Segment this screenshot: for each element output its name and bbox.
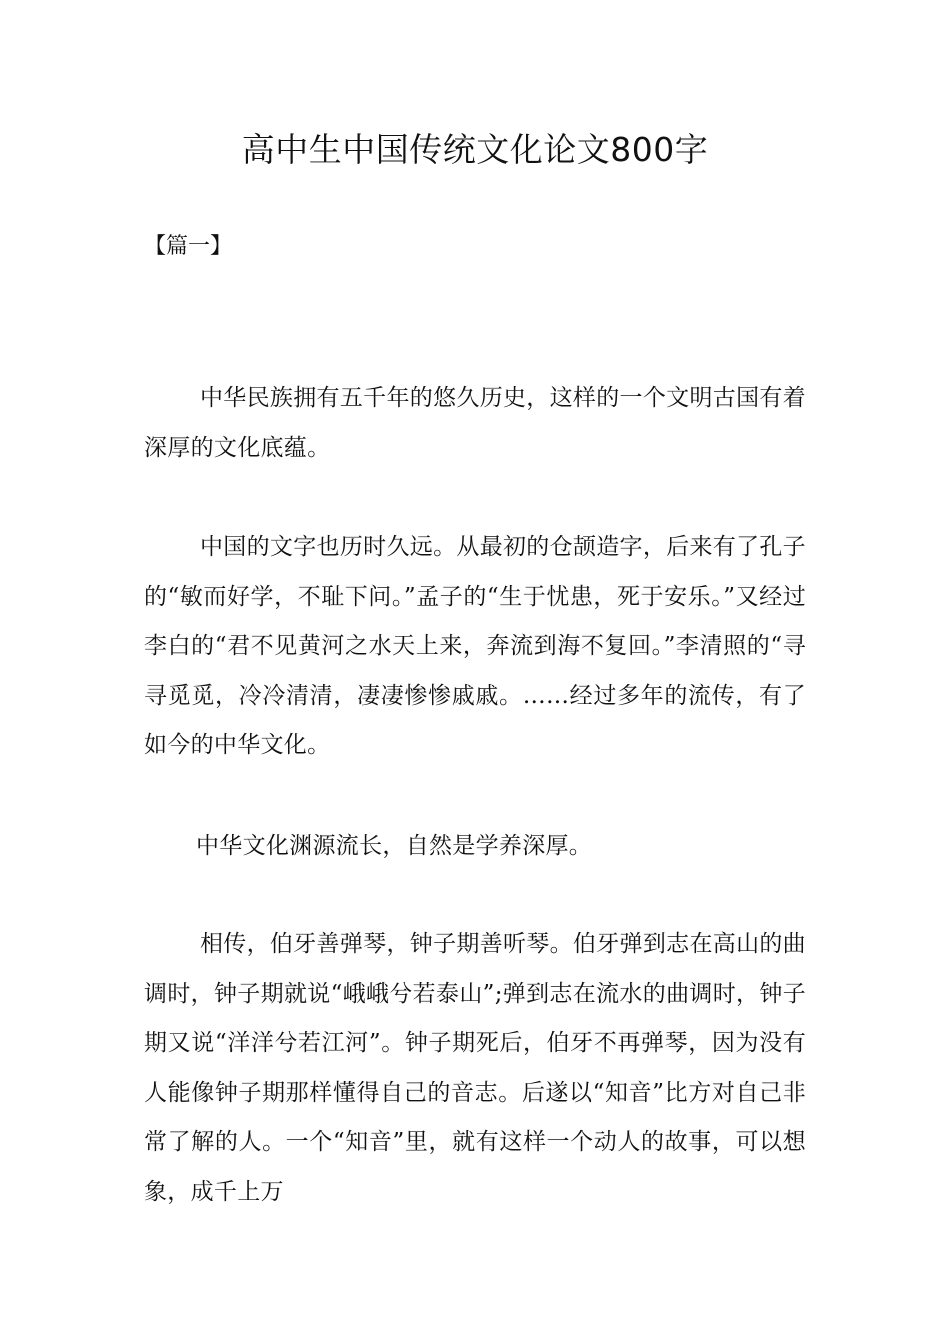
paragraph-1: 中华民族拥有五千年的悠久历史，这样的一个文明古国有着深厚的文化底蕴。 [144,385,806,461]
paragraph-2: 中国的文字也历时久远。从最初的仓颉造字，后来有了孔子的“敏而好学，不耻下问。”孟子的“生于忧患，死于安乐。”又经过李白的“君不见黄河之水天上来，奔流到海不复回。”李清照的“寻寻觅觅，冷冷清清，凄凄惨惨戚戚。……经过多年的流传，有了如今的中华文化。 [144,534,806,758]
section-label: 【篇一】 [144,234,233,259]
paragraph-3: 中华文化渊源流长，自然是学养深厚。 [196,833,593,859]
document-title: 高中生中国传统文化论文800字 [241,130,709,169]
paragraph-4: 相传，伯牙善弹琴，钟子期善听琴。伯牙弹到志在高山的曲调时，钟子期就说“峨峨兮若泰山”;弹到志在流水的曲调时，钟子期又说“洋洋兮若江河”。钟子期死后，伯牙不再弹琴，因为没有人能像钟子期那样懂得自己的音志。后遂以“知音”比方对自己非常了解的人。一个“知音”里，就有这样一个动人的故事，可以想象，成千上万 [144,931,806,1205]
